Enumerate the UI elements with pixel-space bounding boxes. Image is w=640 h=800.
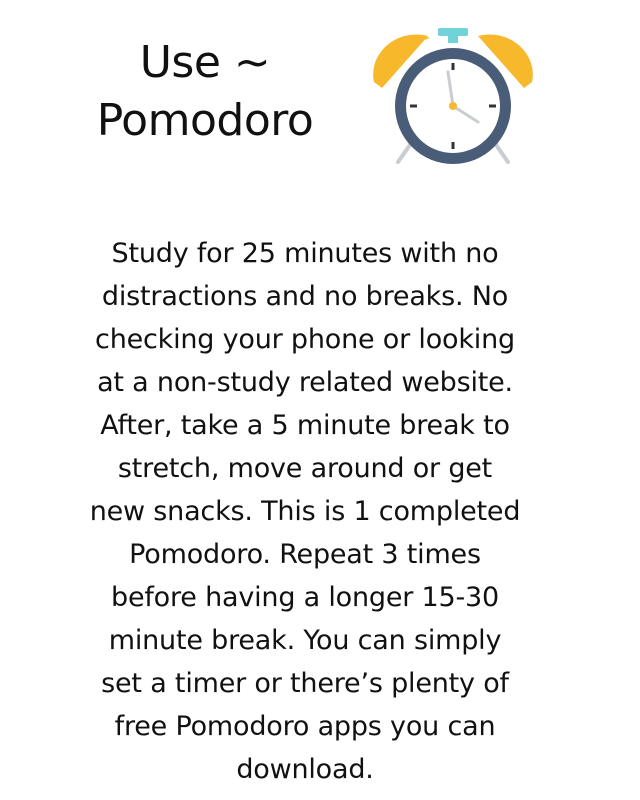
center-pin xyxy=(449,102,457,110)
description-line: set a timer or there’s plenty of xyxy=(101,668,509,699)
description-line: After, take a 5 minute break to xyxy=(100,410,510,441)
description-line: at a non-study related website. xyxy=(97,367,513,398)
page-title xyxy=(60,34,350,150)
top-stem xyxy=(448,35,458,43)
description-line: distractions and no breaks. No xyxy=(101,281,509,312)
description-line: checking your phone or looking xyxy=(95,324,515,355)
alarm-clock-icon xyxy=(368,24,538,174)
title-line-1: Use ~ xyxy=(139,37,271,88)
description-line: stretch, move around or get xyxy=(117,453,493,484)
description-line: Study for 25 minutes with no xyxy=(111,238,499,269)
description-line: new snacks. This is 1 completed xyxy=(89,496,521,527)
top-button xyxy=(438,28,468,36)
description-line: download. xyxy=(236,754,374,785)
right-leg xyxy=(494,142,508,162)
pomodoro-description xyxy=(70,232,540,791)
title-line-2: Pomodoro xyxy=(96,95,314,146)
description-line: before having a longer 15-30 xyxy=(111,582,499,613)
description-line: free Pomodoro apps you can xyxy=(114,711,496,742)
left-leg xyxy=(398,142,412,162)
description-line: minute break. You can simply xyxy=(108,625,502,656)
description-line: Pomodoro. Repeat 3 times xyxy=(129,539,481,570)
